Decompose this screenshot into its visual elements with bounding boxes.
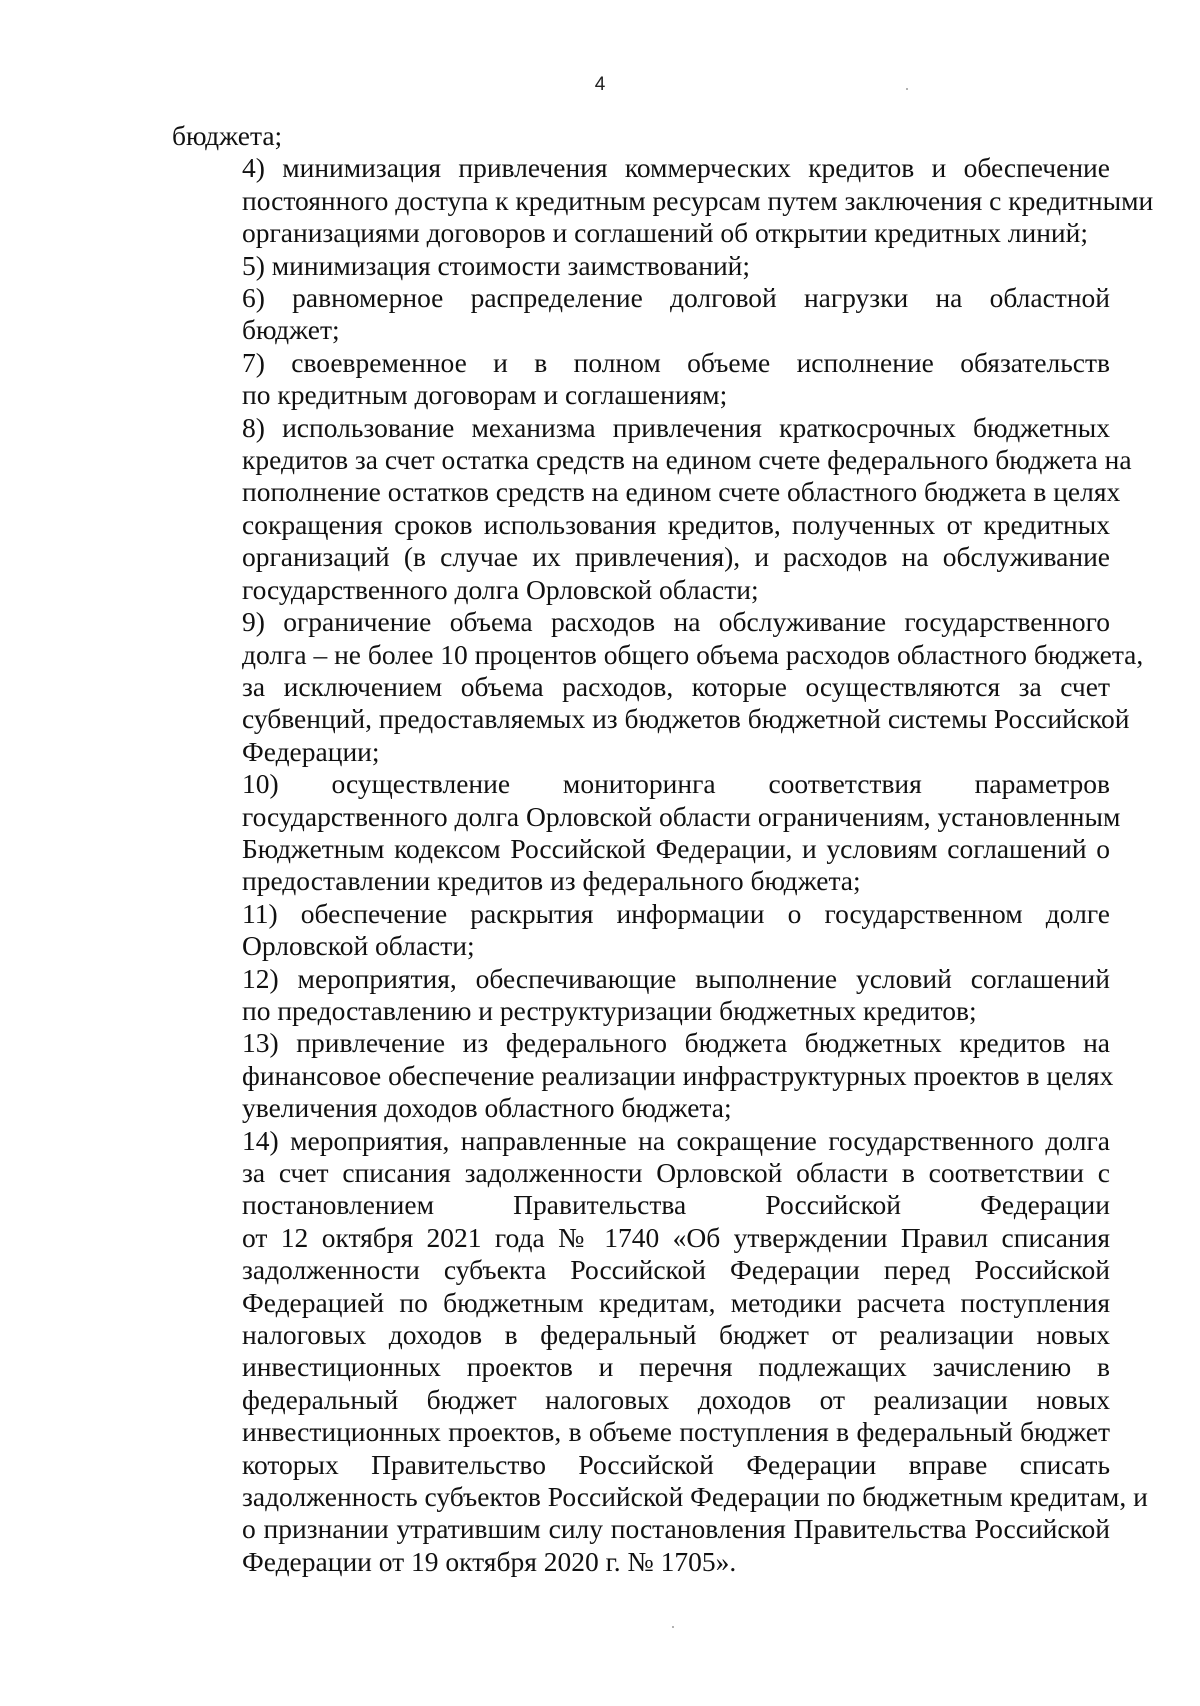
text-line: долга – не более 10 процентов общего объема расходов областного бюджета, bbox=[242, 638, 1144, 670]
text-line: Федерацией по бюджетным кредитам, методики расчета поступления bbox=[242, 1286, 1110, 1318]
paragraph-p14 bbox=[172, 1124, 1148, 1579]
paragraph-p8 bbox=[172, 411, 1132, 606]
paragraph-p10 bbox=[172, 768, 1121, 898]
text-line: за счет списания задолженности Орловской области в соответствии с bbox=[242, 1157, 1110, 1188]
text-line: государственного долга Орловской области ограничениям, установленным bbox=[242, 800, 1121, 832]
text-line: инвестиционных проектов и перечня подлежащих зачислению в bbox=[242, 1351, 1110, 1383]
text-line: финансовое обеспечение реализации инфраструктурных проектов в целях bbox=[242, 1059, 1114, 1091]
text-line: о признании утратившим силу постановления Правительства Российской bbox=[242, 1513, 1110, 1545]
text-line: пополнение остатков средств на едином счете областного бюджета в целях bbox=[242, 476, 1121, 508]
text-line: по кредитным договорам и соглашениям; bbox=[242, 379, 728, 411]
text-line: организациями договоров и соглашений об открытии кредитных линий; bbox=[242, 217, 1088, 249]
text-line: государственного долга Орловской области; bbox=[242, 573, 759, 605]
text-line: 9) ограничение объема расходов на обслуживание государственного bbox=[242, 606, 1110, 638]
text-line: 5) минимизация стоимости заимствований; bbox=[242, 249, 751, 281]
text-line: 13) привлечение из федерального бюджета бюджетных кредитов на bbox=[242, 1027, 1110, 1059]
paragraph-p4 bbox=[172, 152, 1154, 249]
paragraph-p7 bbox=[172, 347, 1110, 412]
text-line: от 12 октября 2021 года № 1740 «Об утверждении Правил списания bbox=[242, 1221, 1110, 1253]
text-line: 12) мероприятия, обеспечивающие выполнение условий соглашений bbox=[242, 962, 1110, 994]
text-line: задолженность субъектов Российской Федерации по бюджетным кредитам, и bbox=[242, 1481, 1148, 1513]
text-line: бюджет; bbox=[242, 314, 340, 346]
text-line: Федерации; bbox=[242, 735, 380, 767]
text-line: за исключением объема расходов, которые осуществляются за счет bbox=[242, 670, 1110, 702]
text-line: Орловской области; bbox=[242, 930, 475, 962]
text-line: бюджета; bbox=[172, 120, 283, 151]
text-line: 10) осуществление мониторинга соответствия параметров bbox=[242, 768, 1110, 800]
text-line: которых Правительство Российской Федерации вправе списать bbox=[242, 1448, 1110, 1480]
scan-speck bbox=[906, 88, 908, 90]
text-line: задолженности субъекта Российской Федерации перед Российской bbox=[242, 1254, 1110, 1286]
text-line: 4) минимизация привлечения коммерческих кредитов и обеспечение bbox=[242, 152, 1110, 184]
text-line: по предоставлению и реструктуризации бюджетных кредитов; bbox=[242, 994, 977, 1026]
paragraph-p6 bbox=[172, 282, 1110, 347]
paragraph-p5 bbox=[172, 250, 1110, 282]
text-line: постановлением Правительства Российской Федерации bbox=[242, 1189, 1110, 1221]
text-line: увеличения доходов областного бюджета; bbox=[242, 1092, 732, 1124]
text-line: Федерации от 19 октября 2020 г. № 1705». bbox=[242, 1545, 737, 1577]
scan-speck bbox=[672, 1626, 674, 1628]
text-line: федеральный бюджет налоговых доходов от реализации новых bbox=[242, 1383, 1110, 1415]
paragraph-p0 bbox=[172, 120, 1110, 152]
document-body bbox=[172, 120, 1154, 1578]
text-line: налоговых доходов в федеральный бюджет от реализации новых bbox=[242, 1319, 1110, 1351]
page-number: 4 bbox=[594, 74, 606, 95]
text-line: инвестиционных проектов, в объеме поступления в федеральный бюджет bbox=[242, 1416, 1110, 1448]
paragraph-p9 bbox=[172, 606, 1144, 768]
text-line: 14) мероприятия, направленные на сокращение государственного долга bbox=[242, 1124, 1110, 1156]
text-line: 6) равномерное распределение долговой нагрузки на областной bbox=[242, 282, 1110, 314]
text-line: организаций (в случае их привлечения), и расходов на обслуживание bbox=[242, 541, 1110, 573]
text-line: постоянного доступа к кредитным ресурсам путем заключения с кредитными bbox=[242, 184, 1154, 216]
text-line: субвенций, предоставляемых из бюджетов бюджетной системы Российской bbox=[242, 703, 1130, 735]
text-line: Бюджетным кодексом Российской Федерации, и условиям соглашений о bbox=[242, 832, 1110, 864]
text-line: кредитов за счет остатка средств на едином счете федерального бюджета на bbox=[242, 444, 1132, 476]
paragraph-p11 bbox=[172, 898, 1110, 963]
paragraph-p12 bbox=[172, 963, 1110, 1028]
text-line: 8) использование механизма привлечения краткосрочных бюджетных bbox=[242, 411, 1110, 443]
text-line: 11) обеспечение раскрытия информации о государственном долге bbox=[242, 897, 1110, 929]
paragraph-p13 bbox=[172, 1027, 1114, 1124]
text-line: сокращения сроков использования кредитов, полученных от кредитных bbox=[242, 508, 1110, 540]
text-line: 7) своевременное и в полном объеме исполнение обязательств bbox=[242, 346, 1110, 378]
text-line: предоставлении кредитов из федерального бюджета; bbox=[242, 865, 861, 897]
